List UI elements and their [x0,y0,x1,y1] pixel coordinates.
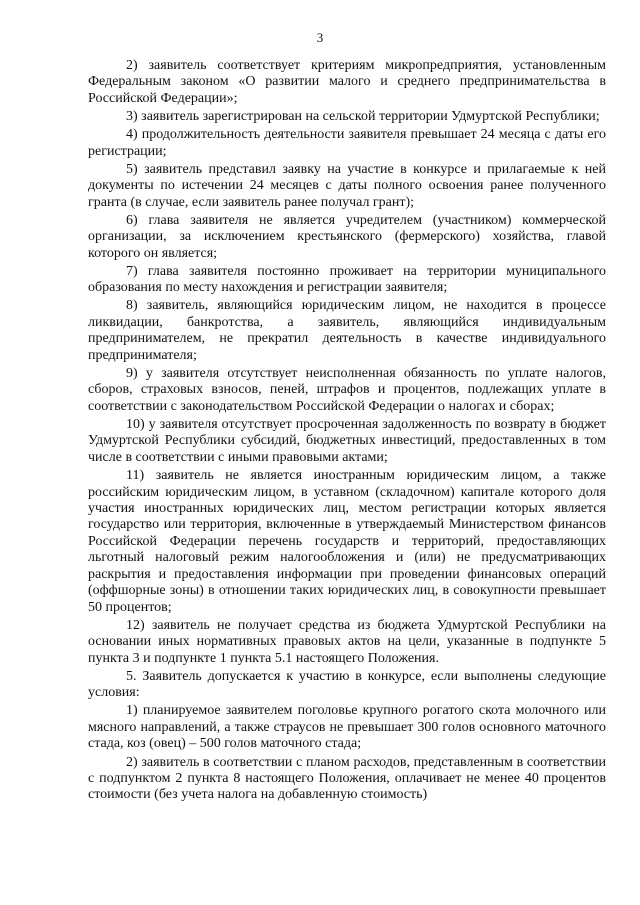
paragraph-item-6: 6) глава заявителя не является учредителем (участником) коммерческой организации, за исключением крестьянского (фермерского) хозяйства, главой которого он является; [88,212,606,261]
paragraph-item-9: 9) у заявителя отсутствует неисполненная обязанность по уплате налогов, сборов, страховых взносов, пеней, штрафов и процентов, подлежащих уплате в соответствии с законодательством Российской Федерации о налогах и сборах; [88,365,606,414]
paragraph-item-10: 10) у заявителя отсутствует просроченная задолженность по возврату в бюджет Удмуртской Республики субсидий, бюджетных инвестиций, предоставленных в том числе в соответствии с иными правовыми актами; [88,417,606,465]
document-body [88,58,606,804]
section-5-heading: 5. Заявитель допускается к участию в конкурсе, если выполнены следующие условия: [88,668,606,701]
paragraph-item-7: 7) глава заявителя постоянно проживает на территории муниципального образования по месту нахождения и регистрации заявителя; [88,263,606,296]
condition-item-1: 1) планируемое заявителем поголовье крупного рогатого скота молочного или мясного направлений, а также страусов не превышает 300 голов основного маточного стада, коз (овец) – 500 голов маточного стада; [88,703,606,752]
paragraph-item-12: 12) заявитель не получает средства из бюджета Удмуртской Республики на основании иных нормативных правовых актов на цели, указанные в подпункте 5 пункта 3 и подпункте 1 пункта 5.1 настоящего Положения. [88,617,606,666]
paragraph-item-5: 5) заявитель представил заявку на участие в конкурсе и прилагаемые к ней документы по истечении 24 месяцев с даты полного освоения ранее полученного гранта (в случае, если заявитель ранее получал грант); [88,161,606,210]
paragraph-item-8: 8) заявитель, являющийся юридическим лицом, не находится в процессе ликвидации, банкротства, а заявитель, являющийся индивидуальным предпринимателем, не прекратил деятельность в качестве индивидуального предпринимателя; [88,298,606,363]
condition-item-2: 2) заявитель в соответствии с планом расходов, представленным в соответствии с подпунктом 2 пункта 8 настоящего Положения, оплачивает не менее 40 процентов стоимости (без учета налога на добавленную стоимость) [88,754,606,803]
paragraph-item-11: 11) заявитель не является иностранным юридическим лицом, а также российским юридическим лицом, в уставном (складочном) капитале которого доля участия иностранных юридических лиц, местом регистрации которых является государство или территория, включенные в утверждаемый Министерством финансов Российской Федерации перечень государств и территорий, предоставляющих льготный налоговый режим налогообложения и (или) не предусматривающих раскрытия и предоставления информации при проведении финансовых операций (оффшорные зоны) в отношении таких юридических лиц, в совокупности превышает 50 процентов; [88,468,606,615]
paragraph-item-4: 4) продолжительность деятельности заявителя превышает 24 месяца с даты его регистрации; [88,127,606,159]
paragraph-item-2: 2) заявитель соответствует критериям микропредприятия, установленным Федеральным законом «О развитии малого и среднего предпринимательства в Российской Федерации»; [88,58,606,106]
page-number: 3 [316,30,324,45]
paragraph-item-3: 3) заявитель зарегистрирован на сельской территории Удмуртской Республики; [126,109,600,125]
